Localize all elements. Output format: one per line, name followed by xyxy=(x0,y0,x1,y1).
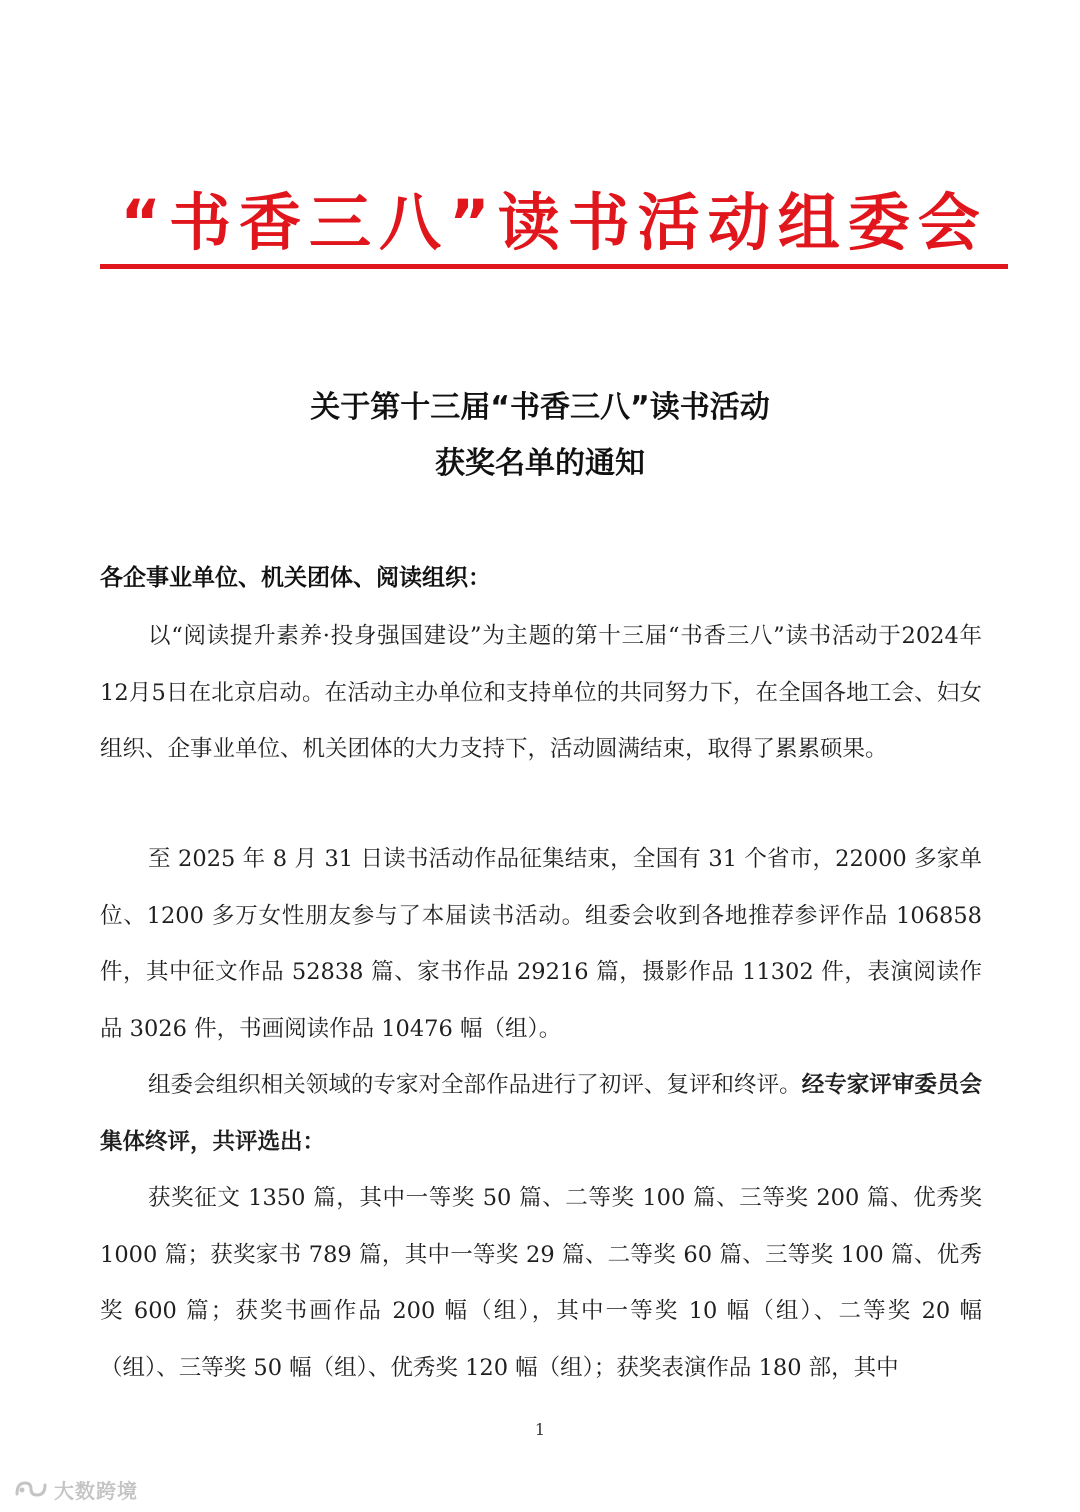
paragraph-review xyxy=(100,1057,982,1170)
paragraph-awards: 获奖征文 1350 篇，其中一等奖 50 篇、二等奖 100 篇、三等奖 200 篇、优秀奖 1000 篇；获奖家书 789 篇，其中一等奖 29 篇、二等奖 60 篇、三等奖 100 篇、优秀奖 600 篇；获奖书画作品 200 幅（组），其中一等奖 10 幅（组）、二等奖 20 幅（组）、三等奖 50 幅（组）、优秀奖 120 幅（组）；获奖表演作品 180 部，其中 xyxy=(100,1185,982,1381)
watermark xyxy=(14,1476,138,1502)
watermark-text: 大数跨境 xyxy=(54,1478,138,1503)
paragraph-launch: 以“阅读提升素养·投身强国建设”为主题的第十三届“书香三八”读书活动于2024年12月5日在北京启动。在活动主办单位和支持单位的共同努力下，在全国各地工会、妇女组织、企事业单位、机关团体的大力支持下，活动圆满结束，取得了累累硕果。 xyxy=(100,623,982,762)
document-title-line2: 获奖名单的通知 xyxy=(435,446,645,481)
page-number: 1 xyxy=(534,1420,546,1439)
document-title-line1: 关于第十三届“书香三八”读书活动 xyxy=(310,390,770,425)
paragraph-submissions: 至 2025 年 8 月 31 日读书活动作品征集结束，全国有 31 个省市，22000 多家单位、1200 多万女性朋友参与了本届读书活动。组委会收到各地推荐参评作品 106858 件，其中征文作品 52838 篇、家书作品 29216 篇，摄影作品 11302 件，表演阅读作品 3026 件，书画阅读作品 10476 幅（组）。 xyxy=(100,846,982,1042)
letterhead-org-name: “书香三八”读书活动组委会 xyxy=(120,186,988,259)
salutation: 各企事业单位、机关团体、阅读组织： xyxy=(100,565,491,591)
paragraph-review-text: 组委会组织相关领域的专家对全部作品进行了初评、复评和终评。 xyxy=(148,1072,802,1098)
paragraph-review-emphasis: 经专家评审委员会集体终评，共评选出： xyxy=(100,1072,982,1155)
logo-icon xyxy=(14,1479,48,1499)
letterhead-divider xyxy=(100,264,1008,269)
